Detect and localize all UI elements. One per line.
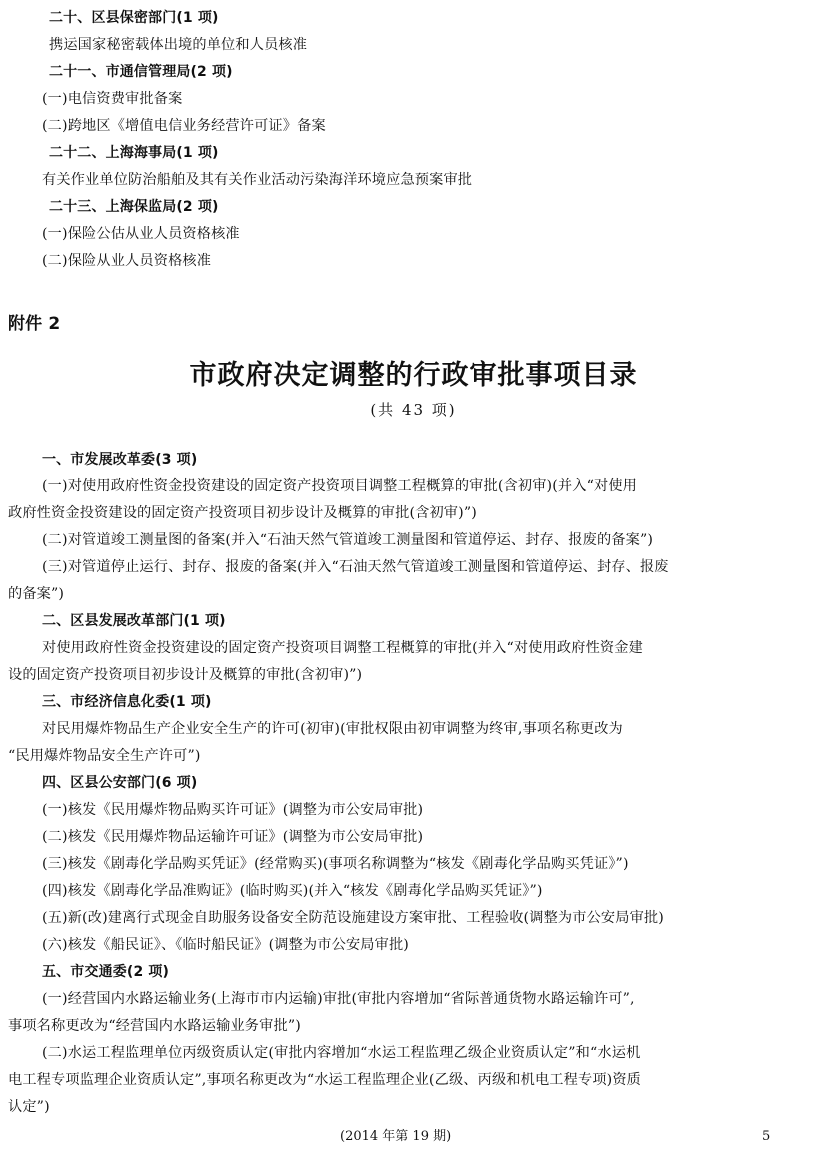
- list-item: (一)核发《民用爆炸物品购买许可证》(调整为市公安局审批): [42, 802, 424, 818]
- list-item: (二)对管道竣工测量图的备案(并入“石油天然气管道竣工测量图和管道停运、封存、报废的备案”): [42, 532, 654, 548]
- list-item-continuation: 事项名称更改为“经营国内水路运输业务审批”): [8, 1018, 301, 1034]
- section-heading: 二十、区县保密部门(1 项): [49, 10, 219, 26]
- list-item: (一)经营国内水路运输业务(上海市市内运输)审批(审批内容增加“省际普通货物水路运输许可”,: [42, 991, 635, 1007]
- section-heading: 五、市交通委(2 项): [42, 964, 170, 980]
- list-item-continuation: 设的固定资产投资项目初步设计及概算的审批(含初审)”): [8, 667, 363, 683]
- section-heading: 二十一、市通信管理局(2 项): [49, 64, 233, 80]
- list-item: (六)核发《船民证》、《临时船民证》(调整为市公安局审批): [42, 937, 409, 953]
- list-item: 有关作业单位防治船舶及其有关作业活动污染海洋环境应急预案审批: [42, 172, 473, 188]
- page-subtitle: (共 43 项): [370, 401, 457, 419]
- list-item: (四)核发《剧毒化学品准购证》(临时购买)(并入“核发《剧毒化学品购买凭证》”): [42, 883, 543, 899]
- section-heading: 一、市发展改革委(3 项): [42, 452, 198, 468]
- list-item: (二)水运工程监理单位丙级资质认定(审批内容增加“水运工程监理乙级企业资质认定”和“水运机: [42, 1045, 641, 1061]
- list-item: (一)对使用政府性资金投资建设的固定资产投资项目调整工程概算的审批(含初审)(并入“对使用: [42, 478, 637, 494]
- list-item: (二)跨地区《增值电信业务经营许可证》备案: [42, 118, 326, 134]
- list-item-continuation: 电工程专项监理企业资质认定”,事项名称更改为“水运工程监理企业(乙级、丙级和机电工程专项)资质: [8, 1072, 642, 1088]
- list-item: (三)对管道停止运行、封存、报废的备案(并入“石油天然气管道竣工测量图和管道停运、封存、报废: [42, 559, 669, 575]
- section-heading: 二十三、上海保监局(2 项): [49, 199, 219, 215]
- list-item: 对使用政府性资金投资建设的固定资产投资项目调整工程概算的审批(并入“对使用政府性资金建: [42, 640, 643, 656]
- list-item: (三)核发《剧毒化学品购买凭证》(经常购买)(事项名称调整为“核发《剧毒化学品购买凭证》”): [42, 856, 629, 872]
- section-heading: 二、区县发展改革部门(1 项): [42, 613, 226, 629]
- list-item-continuation: “民用爆炸物品安全生产许可”): [8, 748, 201, 764]
- section-heading: 二十二、上海海事局(1 项): [49, 145, 219, 161]
- list-item: (一)保险公估从业人员资格核准: [42, 226, 240, 242]
- list-item-continuation: 的备案”): [8, 586, 65, 602]
- list-item: (一)电信资费审批备案: [42, 91, 183, 107]
- list-item: 携运国家秘密载体出境的单位和人员核准: [49, 37, 308, 53]
- list-item: (五)新(改)建离行式现金自助服务设备安全防范设施建设方案审批、工程验收(调整为市公安局审批): [42, 910, 664, 926]
- list-item: (二)保险从业人员资格核准: [42, 253, 212, 269]
- list-item-continuation: 政府性资金投资建设的固定资产投资项目初步设计及概算的审批(含初审)”): [8, 505, 477, 521]
- page-number: 5: [762, 1129, 771, 1144]
- section-heading: 三、市经济信息化委(1 项): [42, 694, 212, 710]
- section-heading: 四、区县公安部门(6 项): [42, 775, 198, 791]
- list-item-continuation: 认定”): [8, 1099, 50, 1115]
- annex-label: 附件 2: [8, 314, 61, 334]
- list-item: 对民用爆炸物品生产企业安全生产的许可(初审)(审批权限由初审调整为终审,事项名称更改为: [42, 721, 623, 737]
- list-item: (二)核发《民用爆炸物品运输许可证》(调整为市公安局审批): [42, 829, 424, 845]
- issue-footer: (2014 年第 19 期): [340, 1129, 452, 1144]
- page-title: 市政府决定调整的行政审批事项目录: [189, 360, 638, 391]
